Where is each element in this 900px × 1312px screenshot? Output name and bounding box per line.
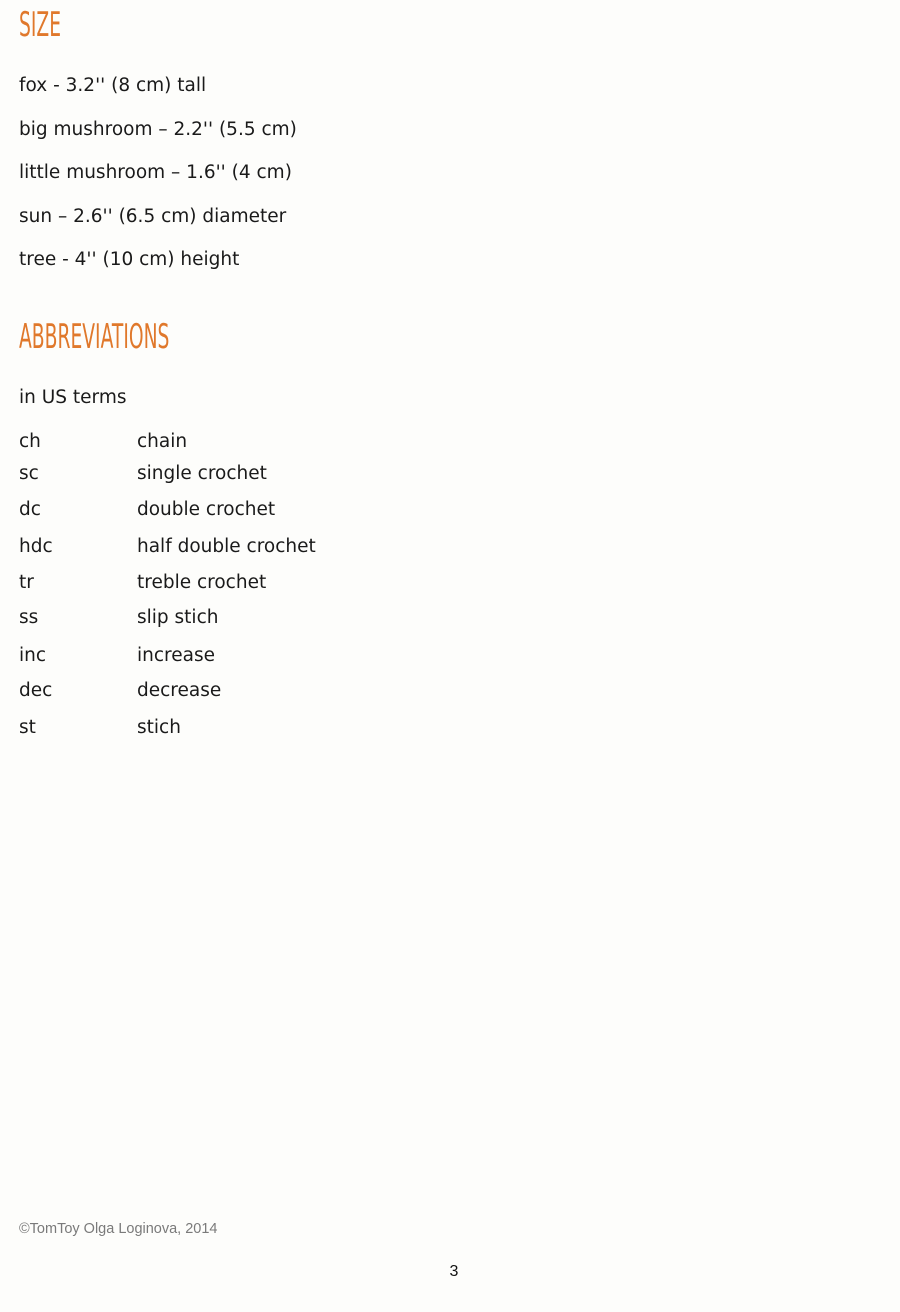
abbreviations-intro: in US terms (19, 387, 127, 408)
size-item-big-mushroom: big mushroom – 2.2'' (5.5 cm) (19, 118, 297, 140)
size-item-sun: sun – 2.6'' (6.5 cm) diameter (19, 205, 287, 227)
abbreviation-meaning: slip stich (137, 607, 219, 628)
abbreviation-code: sc (19, 463, 39, 484)
copyright-footer: ©TomToy Olga Loginova, 2014 (19, 1221, 218, 1237)
abbreviation-meaning: stich (137, 717, 181, 738)
size-list (19, 72, 297, 290)
abbreviation-meaning: chain (137, 431, 188, 452)
abbreviation-code: hdc (19, 536, 53, 557)
abbreviation-meaning: single crochet (137, 463, 267, 484)
size-item-fox: fox - 3.2'' (8 cm) tall (19, 75, 207, 96)
abbreviation-code: ch (19, 431, 41, 452)
abbreviation-meaning: double crochet (137, 499, 276, 520)
abbreviations-heading: ABBREVIATIONS (19, 317, 170, 357)
size-item-little-mushroom: little mushroom – 1.6'' (4 cm) (19, 162, 292, 183)
abbreviation-code: st (19, 717, 36, 738)
abbreviation-code: dc (19, 499, 41, 520)
abbreviation-code: tr (19, 572, 34, 593)
abbreviation-meaning: decrease (137, 680, 222, 701)
abbreviation-meaning: increase (137, 645, 215, 666)
abbreviation-code: ss (19, 607, 39, 628)
abbreviation-meaning: half double crochet (137, 536, 316, 557)
size-item-tree: tree - 4'' (10 cm) height (19, 249, 240, 270)
page-number: 3 (449, 1263, 459, 1280)
abbreviation-meaning: treble crochet (137, 572, 267, 593)
abbreviation-code: inc (19, 645, 47, 666)
abbreviation-code: dec (19, 680, 53, 701)
size-heading: SIZE (19, 5, 62, 45)
